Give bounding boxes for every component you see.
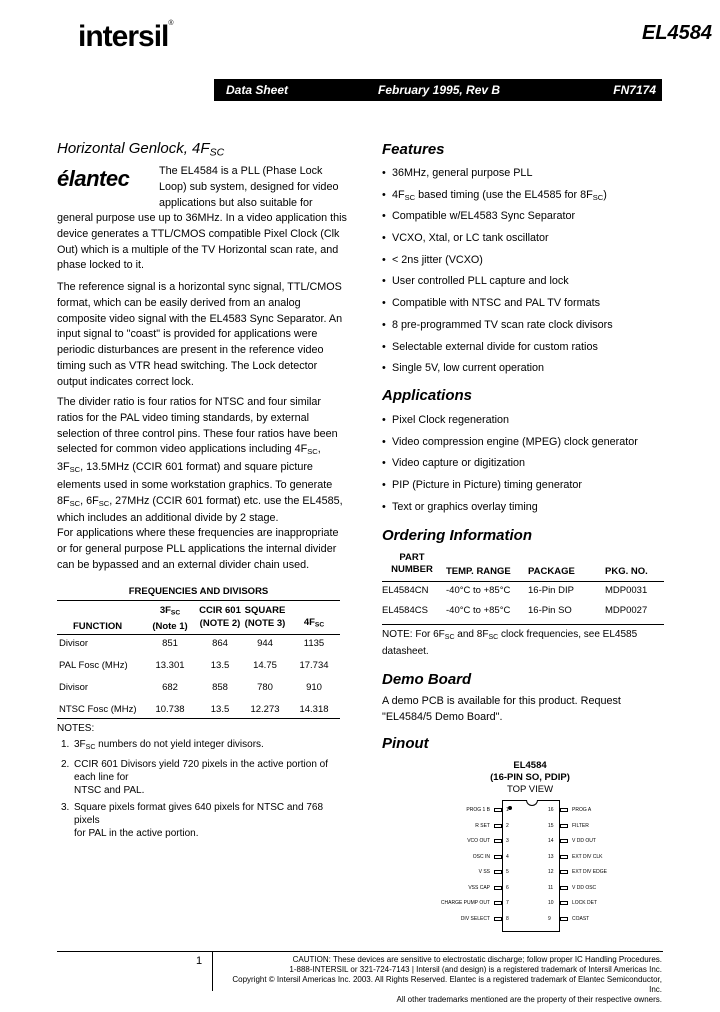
list-item: • Pixel Clock regeneration bbox=[382, 414, 702, 436]
pin-number: 7 bbox=[506, 900, 509, 906]
intro-lines-right-of-logo bbox=[159, 164, 349, 211]
bypass-paragraph bbox=[57, 526, 357, 573]
text-line: general purpose use up to 36MHz. In a video application this bbox=[57, 212, 347, 224]
ordering-body bbox=[382, 585, 664, 625]
doc-type: Data Sheet bbox=[226, 83, 289, 97]
col-header-function: FUNCTION bbox=[73, 621, 123, 632]
list-item: • Video compression engine (MPEG) clock generator bbox=[382, 436, 702, 458]
text-line: ratios for the PAL video timing standards, by external bbox=[57, 411, 310, 424]
chip-name: EL4584 bbox=[513, 760, 547, 771]
text-line: Loop) sub system, designed for video bbox=[159, 180, 339, 193]
text-line: timing such as VTR head switching. The Lock detector bbox=[57, 359, 318, 372]
pin-number: 3 bbox=[506, 838, 509, 844]
list-item: • Text or graphics overlay timing bbox=[382, 501, 702, 523]
list-item: • Video capture or digitization bbox=[382, 457, 702, 479]
notes-title: NOTES: bbox=[57, 723, 95, 734]
text-line: selection of three control pins. These four ratios have been bbox=[57, 427, 338, 440]
note-item: 1. $3F_{SC}$ numbers do not yield integer divisors. bbox=[61, 739, 264, 751]
pin-number: 10 bbox=[548, 900, 554, 906]
pin-stub bbox=[494, 917, 502, 921]
list-item: • 36MHz, general purpose PLL bbox=[382, 167, 702, 189]
page-title bbox=[57, 140, 224, 159]
list-item: • Compatible with NTSC and PAL TV formats bbox=[382, 297, 702, 319]
pin-number: 4 bbox=[506, 853, 509, 860]
pin-stub bbox=[560, 839, 568, 843]
pin-label: R SET bbox=[475, 822, 490, 829]
list-item: • Compatible w/EL4583 Sync Separator bbox=[382, 210, 702, 232]
pin-label: EXT DIV EDGE bbox=[572, 869, 607, 875]
col-header-part: PART NUMBER bbox=[391, 552, 433, 575]
col-header: SQUARE (NOTE 3) bbox=[244, 605, 286, 629]
text-line: $3F_{SC}$, 13.5MHz (CCIR 601 format) and square picture bbox=[57, 461, 313, 474]
text-line: device generates a TTL/CMOS compatible Pixel Clock (Clk bbox=[57, 227, 340, 240]
pin-stub bbox=[560, 870, 568, 874]
pinout-caption bbox=[430, 760, 630, 796]
col-header-pkgno: PKG. NO. bbox=[605, 566, 648, 577]
package-name: (16-PIN SO, PDIP) bbox=[490, 772, 570, 783]
pin-label: PROG A bbox=[572, 807, 592, 813]
list-item: • < 2ns jitter (VCXO) bbox=[382, 254, 702, 276]
table-rule bbox=[57, 718, 340, 719]
footer-line: CAUTION: These devices are sensitive to electrostatic discharge; follow proper IC Handling Procedures. bbox=[292, 955, 662, 964]
registered-mark: ® bbox=[168, 20, 173, 27]
pin-number: 6 bbox=[506, 884, 509, 891]
text-line: or for general purpose PLL applications the internal divider bbox=[57, 542, 337, 555]
pin-stub bbox=[560, 808, 568, 812]
freq-table-title: FREQUENCIES AND DIVISORS bbox=[128, 586, 269, 597]
table-row: Divisor 851 864 944 1135 bbox=[59, 638, 325, 649]
text-line: The EL4584 is a PLL (Phase Lock bbox=[159, 165, 323, 177]
demo-text bbox=[382, 694, 692, 726]
pin-number: 16 bbox=[548, 807, 554, 813]
pin-stub bbox=[494, 855, 502, 859]
header-bar bbox=[214, 79, 662, 101]
footer-text bbox=[222, 955, 662, 1005]
footer-line: Copyright © Intersil Americas Inc. 2003. All Rights Reserved. Elantec is a registered trademark of Elantec Semiconductor, Inc. bbox=[232, 975, 662, 994]
features-list bbox=[382, 167, 702, 384]
pin-stub bbox=[494, 901, 502, 905]
list-item: • PIP (Picture in Picture) timing generator bbox=[382, 479, 702, 501]
list-item: • Single 5V, low current operation bbox=[382, 362, 702, 384]
text-line: For applications where these frequencies are inappropriate bbox=[57, 527, 339, 539]
text-line: selected for common video applications including $4F_{SC}$, bbox=[57, 443, 321, 457]
ordering-heading: Ordering Information bbox=[382, 527, 532, 544]
text-line: format, which can be easily derived from an analog bbox=[57, 296, 301, 309]
table-notes bbox=[57, 722, 347, 840]
text-line: $8F_{SC}$, $6F_{SC}$, 27MHz (CCIR 601 format) etc. use the EL4585, bbox=[57, 494, 343, 508]
features-heading: Features bbox=[382, 141, 445, 158]
view-label: TOP VIEW bbox=[506, 784, 554, 795]
pin-label: VCO OUT bbox=[467, 838, 490, 844]
table-row: NTSC Fosc (MHz) 10.738 13.5 12.273 14.318 bbox=[59, 704, 329, 715]
note-item: 3. Square pixels format gives 640 pixels for NTSC and 768 pixels for PAL in the active portion. bbox=[61, 801, 324, 839]
freq-table-header bbox=[57, 604, 340, 634]
pin-number: 11 bbox=[548, 884, 554, 891]
pin-number: 1 bbox=[506, 807, 509, 813]
list-item: • User controlled PLL capture and lock bbox=[382, 275, 702, 297]
pin-label: V DD OUT bbox=[572, 838, 596, 844]
pin-stub bbox=[494, 808, 502, 812]
text-line: elements used in some workstation graphics. To generate bbox=[57, 478, 333, 491]
table-rule bbox=[57, 600, 340, 601]
col-header: $4F_{SC}$ bbox=[303, 617, 325, 629]
applications-heading: Applications bbox=[382, 387, 473, 404]
pin-label: OSC IN bbox=[472, 853, 490, 860]
list-item: • 8 pre-programmed TV scan rate clock divisors bbox=[382, 319, 702, 341]
pin-stub bbox=[494, 839, 502, 843]
text-line: periodic disturbances are present in the reference video bbox=[57, 344, 324, 357]
table-row: EL4584CS -40°C to +85°C 16-Pin SO MDP0027 bbox=[382, 605, 648, 616]
text-line: phase locked to it. bbox=[57, 259, 145, 272]
table-row: Divisor 682 858 780 910 bbox=[59, 682, 322, 693]
title-subscript: SC bbox=[209, 146, 225, 159]
freq-table-body bbox=[57, 638, 340, 724]
ordering-header bbox=[382, 552, 664, 580]
table-rule bbox=[382, 624, 664, 625]
col-header-temp: TEMP. RANGE bbox=[446, 566, 511, 577]
pin-stub bbox=[560, 824, 568, 828]
pin-stub bbox=[560, 855, 568, 859]
pin-number: 2 bbox=[506, 822, 509, 829]
note-item: 2. CCIR 601 Divisors yield 720 pixels in the active portion of each line for NTSC and PAL. bbox=[61, 758, 329, 796]
pin-stub bbox=[494, 886, 502, 890]
demo-heading: Demo Board bbox=[382, 671, 472, 688]
pin-label: VSS CAP bbox=[468, 884, 490, 891]
text-line: can be bypassed and an external divider chain used. bbox=[57, 558, 310, 571]
logo-text: intersil bbox=[78, 20, 169, 53]
table-rule bbox=[382, 581, 664, 582]
col-header: $3F_{SC}$ (Note 1) bbox=[152, 605, 188, 632]
text-line: output indicates correct lock. bbox=[57, 375, 194, 388]
text-line: The reference signal is a horizontal sync signal, TTL/CMOS bbox=[57, 281, 342, 293]
title-text: Horizontal Genlock, 4F bbox=[57, 140, 210, 157]
text-line: A demo PCB is available for this product. Request bbox=[382, 695, 621, 707]
pin-stub bbox=[560, 901, 568, 905]
pin-number: 12 bbox=[548, 869, 554, 875]
pin-label: LOCK DET bbox=[572, 900, 598, 906]
elantec-logo: élantec bbox=[57, 166, 130, 191]
reference-paragraph bbox=[57, 280, 357, 391]
list-item: • Selectable external divide for custom ratios bbox=[382, 341, 702, 363]
applications-list bbox=[382, 414, 702, 522]
pin-number: 5 bbox=[506, 869, 509, 875]
list-item: • VCXO, Xtal, or LC tank oscillator bbox=[382, 232, 702, 254]
table-row: PAL Fosc (MHz) 13.301 13.5 14.75 17.734 bbox=[59, 660, 329, 671]
pin-number: 15 bbox=[548, 822, 554, 829]
pin-stub bbox=[494, 870, 502, 874]
col-header-package: PACKAGE bbox=[528, 566, 575, 577]
pin-label: PROG 1 B bbox=[466, 807, 490, 813]
pin-label: FILTER bbox=[572, 822, 589, 829]
pin-stub bbox=[560, 917, 568, 921]
footer-divider bbox=[212, 951, 213, 991]
pin-number: 13 bbox=[548, 853, 554, 860]
pin-stub bbox=[494, 824, 502, 828]
pin-number: 14 bbox=[548, 838, 554, 844]
table-rule bbox=[57, 634, 340, 635]
list-item: • $4F_{SC}$ based timing (use the EL4585 for $8F_{SC}$) bbox=[382, 189, 702, 211]
pinout-heading: Pinout bbox=[382, 735, 429, 752]
pin-number: 8 bbox=[506, 915, 509, 922]
pin-number: 9 bbox=[548, 915, 551, 922]
chip-body bbox=[502, 800, 560, 932]
text-line: composite video signal with the EL4583 Sync Separator. An bbox=[57, 312, 343, 325]
chip-notch bbox=[526, 800, 538, 806]
table-row: EL4584CN -40°C to +85°C 16-Pin DIP MDP0031 bbox=[382, 585, 648, 596]
pin-label: CHARGE PUMP OUT bbox=[440, 900, 490, 906]
pin-label: V DD OSC bbox=[572, 884, 597, 891]
pin-label: COAST bbox=[572, 915, 590, 922]
divider-paragraph bbox=[57, 395, 357, 527]
ordering-note: NOTE: For $6F_{SC}$ and $8F_{SC}$ clock frequencies, see EL4585 datasheet. bbox=[382, 629, 638, 657]
doc-date: February 1995, Rev B bbox=[378, 83, 501, 97]
pin-label: EXT DIV CLK bbox=[572, 853, 603, 860]
pin-stub bbox=[560, 886, 568, 890]
text-line: applications but also suitable for bbox=[159, 196, 313, 209]
text-line: Out) which is a multiple of the TV Horizontal scan rate, and bbox=[57, 243, 339, 256]
intro-paragraph bbox=[57, 211, 357, 274]
text-line: The divider ratio is four ratios for NTSC and four similar bbox=[57, 396, 322, 408]
pin-label: V SS bbox=[478, 869, 490, 875]
footer-rule bbox=[57, 951, 663, 952]
text-line: which includes an additional divide by 2 stage. bbox=[57, 512, 279, 525]
text-line: input signal to "coast" is provided for applications were bbox=[57, 328, 318, 341]
text-line: "EL4584/5 Demo Board". bbox=[382, 710, 503, 723]
col-header: CCIR 601 (NOTE 2) bbox=[199, 605, 241, 629]
intersil-logo bbox=[78, 20, 173, 54]
pin-label: DIV SELECT bbox=[460, 915, 490, 922]
part-number: EL4584 bbox=[641, 22, 712, 44]
fn-number: FN7174 bbox=[613, 83, 656, 97]
footer-line: All other trademarks mentioned are the property of their respective owners. bbox=[396, 995, 662, 1004]
footer-line: 1-888-INTERSIL or 321-724-7143 | Intersil (and design) is a registered trademark of Intersil Americas Inc. bbox=[289, 965, 662, 974]
page-number: 1 bbox=[196, 955, 203, 967]
